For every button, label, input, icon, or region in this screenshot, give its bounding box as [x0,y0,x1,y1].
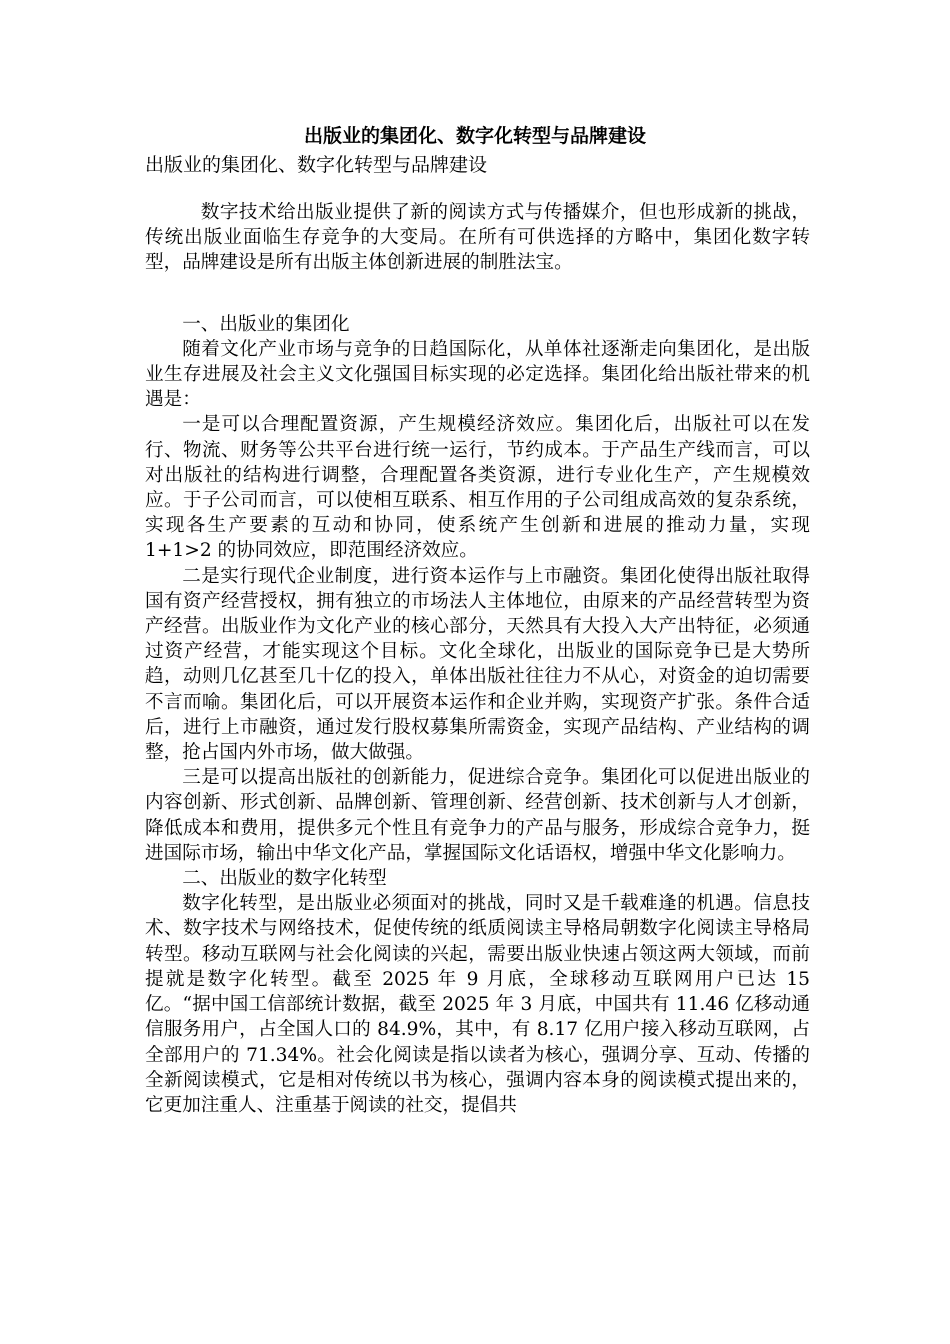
document-subtitle: 出版业的集团化、数字化转型与品牌建设 [145,154,488,176]
body-paragraph: 随着文化产业市场与竞争的日趋国际化，从单体社逐渐走向集团化，是出版业生存进展及社会主义文化强国目标实现的必定选择。集团化给出版社带来的机遇是： [145,338,810,411]
intro-paragraph: 数字技术给出版业提供了新的阅读方式与传播媒介，但也形成新的挑战，传统出版业面临生存竞争的大变局。在所有可供选择的方略中，集团化数字转型，品牌建设是所有出版主体创新进展的制胜法宝。 [145,202,810,274]
paragraph-spacer [145,276,810,312]
document-title: 出版业的集团化、数字化转型与品牌建设 [303,125,646,147]
body-paragraph: 三是可以提高出版社的创新能力，促进综合竞争。集团化可以促进出版业的内容创新、形式创新、品牌创新、管理创新、经营创新、技术创新与人才创新，降低成本和费用，提供多元个性且有竞争力的产品与服务，形成综合竞争力，挺进国际市场，输出中华文化产品，掌握国际文化话语权，增强中华文化影响力。 [145,767,810,864]
section-heading-grouping: 一、出版业的集团化 [182,313,350,335]
body-paragraph: 数字化转型，是出版业必须面对的挑战，同时又是千载难逢的机遇。信息技术、数字技术与网络技术，促使传统的纸质阅读主导格局朝数字化阅读主导格局转型。移动互联网与社会化阅读的兴起，需要出版业快速占领这两大领域，而前提就是数字化转型。截至 2025 年 9 月底，全球移动互联网用户已达 15 亿。“据中国工信部统计数据，截至 2025 年 3 月底，中国共有 11.46 亿移动通信服务用户，占全国人口的 84.9%，其中，有 8.17 亿用户接入移动互联网，占全部用户的 71.34%。社会化阅读是指以读者为核心，强调分享、互动、传播的全新阅读模式，它是相对传统以书为核心，强调内容本身的阅读模式提出来的，它更加注重人、注重基于阅读的社交，提倡共 [145,893,810,1116]
document-body [145,200,810,1118]
section-heading-digital: 二、出版业的数字化转型 [182,868,387,890]
body-paragraph: 一是可以合理配置资源，产生规模经济效应。集团化后，出版社可以在发行、物流、财务等公共平台进行统一运行，节约成本。于产品生产线而言，可以对出版社的结构进行调整，合理配置各类资源，进行专业化生产，产生规模效应。于子公司而言，可以使相互联系、相互作用的子公司组成高效的复杂系统，实现各生产要素的互动和协同，使系统产生创新和进展的推动力量，实现 1+1>2 的协同效应，即范围经济效应。 [145,414,810,562]
body-paragraph: 二是实行现代企业制度，进行资本运作与上市融资。集团化使得出版社取得国有资产经营授权，拥有独立的市场法人主体地位，由原来的产品经营转型为资产经营。出版业作为文化产业的核心部分，天然具有大投入大产出特征，必须通过资产经营，才能实现这个目标。文化全球化，出版业的国际竞争已是大势所趋，动则几亿甚至几十亿的投入，单体出版社往往力不从心，对资金的迫切需要不言而喻。集团化后，可以开展资本运作和企业并购，实现资产扩张。条件合适后，进行上市融资，通过发行股权募集所需资金，实现产品结构、产业结构的调整，抢占国内外市场，做大做强。 [145,565,810,764]
